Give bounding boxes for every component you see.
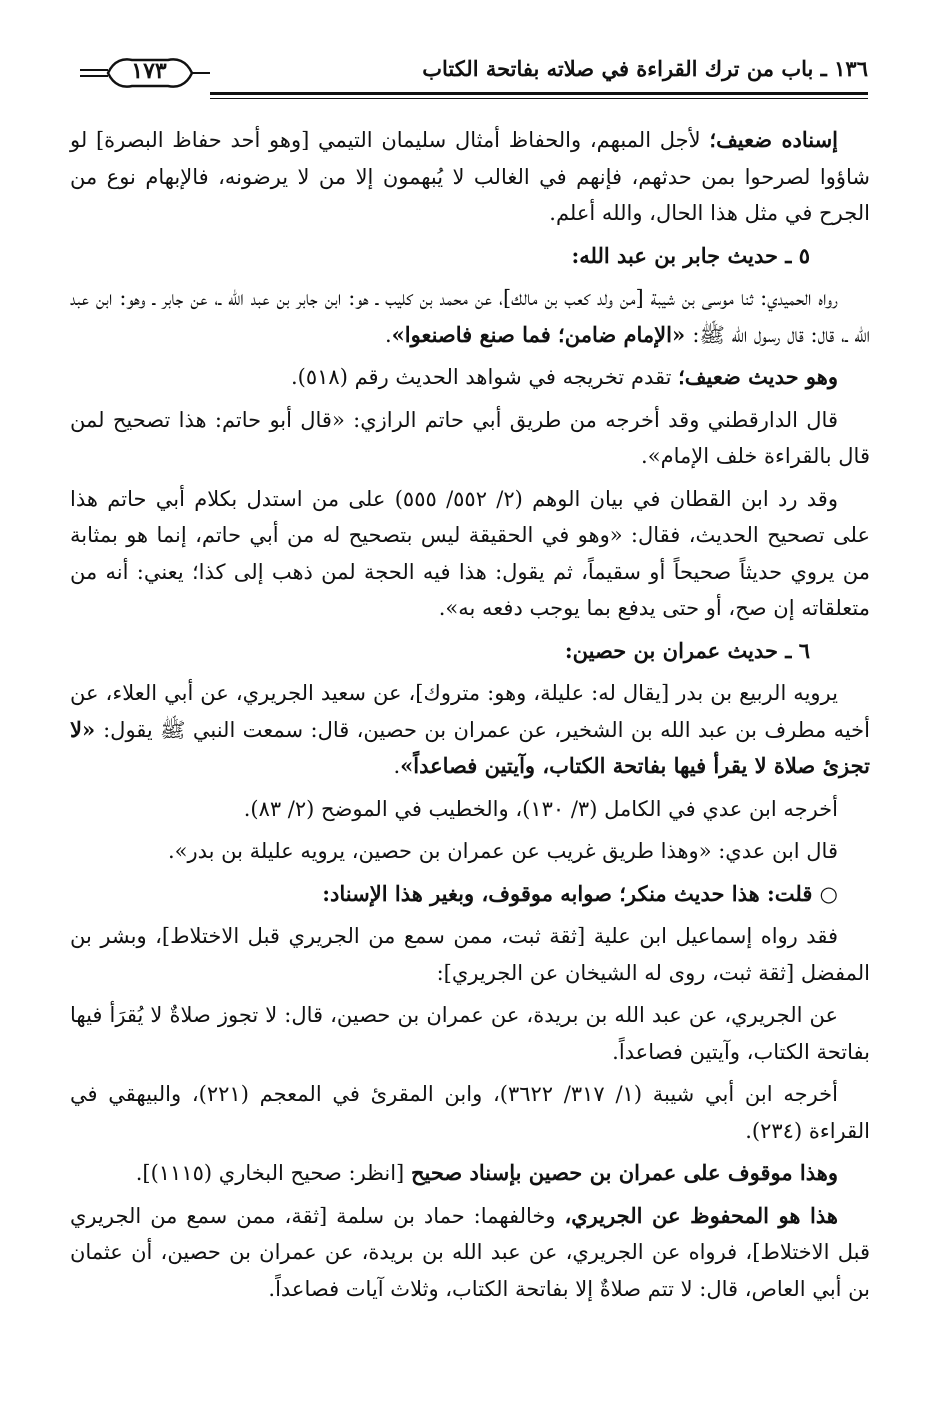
text: وخالفهما: حماد بن سلمة [ثقة، ممن سمع من الجريري قبل الاختلاط]، فرواه عن الجريري، عن عبد الله بن بريدة، عن عمران بن حصين، أن عثمان بن أبي العاص، قال: لا تتم صلاةٌ إلا بفاتحة الكتاب، وثلاث آيات فصاعداً. — [70, 1203, 870, 1301]
bold-text: هذا هو المحفوظ عن الجريري، — [564, 1202, 838, 1228]
section-heading — [70, 633, 870, 670]
paragraph — [70, 997, 870, 1070]
paragraph — [70, 359, 870, 396]
text: وقد رد ابن القطان في بيان الوهم (٢/ ٥٥٢/ ٥٥٥) على من استدل بكلام أبي حاتم هذا على تصحيح الحديث، فقال: «وهو في الحقيقة ليس بتصحيح له من أبي حاتم، إنما هو بمثابة من يروي حديثاً صحيحاً أو سقيماً، ثم يقول: هذا فيه الحجة لمن ذهب إلى كذا؛ يعني: أنه من متعلقاته إن صح، أو حتى يدفع بما يوجب دفعه به». — [70, 486, 870, 620]
paragraph — [70, 481, 870, 627]
text: عن الجريري، عن عبد الله بن بريدة، عن عمران بن حصين، قال: لا تجوز صلاةٌ لا يُقرَأ فيها بفاتحة الكتاب، وآيتين فصاعداً. — [70, 1003, 870, 1064]
bold-text: وهو حديث ضعيف؛ — [678, 364, 838, 389]
paragraph — [70, 791, 870, 828]
page-number-badge — [80, 52, 210, 96]
paragraph — [70, 833, 870, 870]
section-heading — [70, 238, 870, 275]
text: قال الدارقطني وقد أخرجه من طريق أبي حاتم الرازي: «قال أبو حاتم: هذا تصحيح لمن قال بالقراءة خلف الإمام». — [70, 407, 870, 468]
bold-text: «لا تجزئ صلاة لا يقرأ فيها بفاتحة الكتاب، وآيتين فصاعداً» — [70, 716, 870, 778]
running-title: ١٣٦ ـ باب من ترك القراءة في صلاته بفاتحة الكتاب — [422, 56, 868, 81]
header-rule-thin — [210, 98, 868, 99]
text: يرويه الربيع بن بدر [يقال له: عليلة، وهو: متروك]، عن سعيد الجريري، عن أبي العلاء، عن أخيه مطرف بن عبد الله بن الشخير، عن عمران بن حصين، قال: سمعت النبي ﷺ يقول: — [70, 681, 870, 742]
text: فقد رواه إسماعيل ابن علية [ثقة ثبت، ممن سمع من الجريري قبل الاختلاط]، وبشر بن المفضل [ثقة ثبت، روى له الشيخان عن الجريري]: — [70, 924, 870, 985]
bold-text: «الإمام ضامن؛ فما صنع فاصنعوا» — [391, 321, 693, 347]
text: أخرجه ابن عدي في الكامل (٣/ ١٣٠)، والخطيب في الموضح (٢/ ٨٣). — [243, 796, 838, 821]
text: رواه الحميدي: ثنا موسى بن شيبة [من ولد كعب بن مالك]، عن محمد بن كليب ـ هو: ابن جابر بن عبد الله ـ، عن جابر ـ وهو: ابن عبد الله ـ، قال: قال رسول الله ﷺ: — [70, 286, 870, 347]
text: . — [384, 322, 392, 347]
paragraph — [70, 1198, 870, 1308]
bold-text: ٥ ـ حديث جابر بن عبد الله: — [571, 242, 810, 268]
paragraph — [70, 122, 870, 232]
header-rule-thick — [210, 92, 868, 95]
paragraph — [70, 918, 870, 991]
text: قال ابن عدي: «وهذا طريق غريب عن عمران بن حصين، يرويه عليلة بن بدر». — [167, 839, 838, 863]
paragraph — [70, 1076, 870, 1149]
paragraph — [70, 402, 870, 475]
text: أخرجه ابن أبي شيبة (١/ ٣١٧/ ٣٦٢٢)، وابن المقرئ في المعجم (٢٢١)، والبيهقي في القراءة (٢٣٤). — [70, 1082, 870, 1143]
paragraph — [70, 1155, 870, 1192]
paragraph — [70, 675, 870, 785]
bold-text: ٦ ـ حديث عمران بن حصين: — [564, 637, 810, 663]
page-body — [70, 122, 870, 1313]
text: . — [393, 754, 401, 778]
bold-text: ○ قلت: هذا حديث منكر؛ صوابه موقوف، وبغير هذا الإسناد: — [322, 880, 838, 906]
page-number: ١٧٣ — [131, 58, 167, 84]
paragraph — [70, 876, 870, 913]
text: لأجل المبهم، والحفاظ أمثال سليمان التيمي [وهو أحد حفاظ البصرة] لو شاؤوا لصرحوا بمن حدثهم، فإنهم في الغالب لا يُبهمون إلا من لا يرضونه، فالإبهام نوع من الجرح في مثل هذا الحال، والله أعلم. — [70, 128, 870, 225]
page-header — [80, 52, 868, 96]
text: [انظر: صحيح البخاري (١١١٥)]. — [135, 1161, 411, 1185]
bold-text: إسناده ضعيف؛ — [709, 127, 839, 152]
bold-text: وهذا موقوف على عمران بن حصين بإسناد صحيح — [410, 1160, 838, 1185]
text: تقدم تخريجه في شواهد الحديث رقم (٥١٨). — [290, 365, 679, 389]
paragraph — [70, 280, 870, 353]
